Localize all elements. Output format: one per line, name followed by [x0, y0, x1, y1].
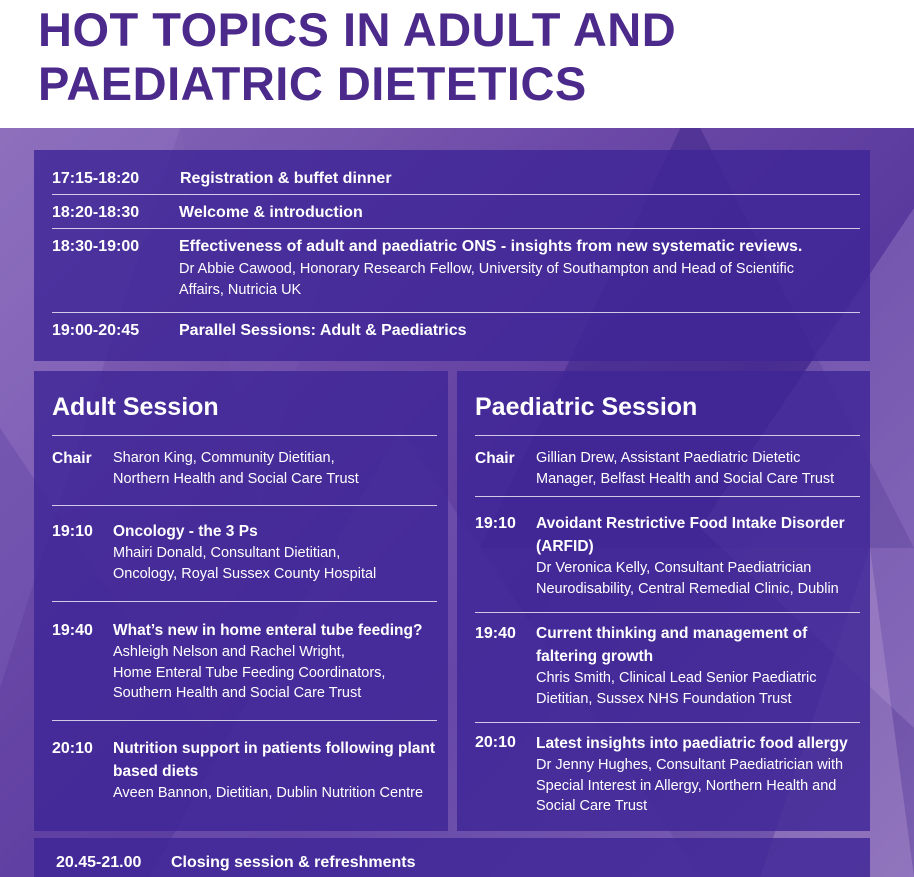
- session-title: based diets: [113, 763, 199, 780]
- schedule-time: 18:20-18:30: [52, 204, 140, 221]
- speaker-line: Chris Smith, Clinical Lead Senior Paediatric: [536, 670, 817, 686]
- speaker-info: [113, 783, 443, 804]
- speaker-line: Dr Veronica Kelly, Consultant Paediatrician: [536, 560, 812, 576]
- divider: [475, 435, 860, 436]
- speaker-line: Dietitian, Sussex NHS Foundation Trust: [536, 690, 792, 707]
- session-item: [113, 619, 443, 704]
- session-time: 19:10: [52, 523, 93, 540]
- divider: [52, 720, 437, 721]
- schedule-title: Parallel Sessions: Adult & Paediatrics: [179, 322, 467, 339]
- speaker-line: Oncology, Royal Sussex County Hospital: [113, 565, 377, 582]
- speaker-line: Mhairi Donald, Consultant Dietitian,: [113, 545, 341, 561]
- chair-info: [536, 448, 861, 489]
- paediatric-session-heading: Paediatric Session: [475, 393, 698, 421]
- session-item: [113, 737, 443, 804]
- page-title-line-2: PAEDIATRIC DIETETICS: [38, 57, 587, 110]
- session-title: What’s new in home enteral tube feeding?: [113, 622, 423, 639]
- divider: [475, 722, 860, 723]
- speaker-line: Southern Health and Social Care Trust: [113, 685, 362, 701]
- speaker-info: [536, 668, 866, 709]
- chair-line: Manager, Belfast Health and Social Care Trust: [536, 470, 835, 487]
- session-time: 20:10: [475, 734, 516, 751]
- chair-line: Gillian Drew, Assistant Paediatric Dietetic: [536, 450, 801, 466]
- session-title: Oncology - the 3 Ps: [113, 523, 258, 540]
- speaker-line: Dr Jenny Hughes, Consultant Paediatrician with: [536, 757, 844, 773]
- schedule-title: Effectiveness of adult and paediatric ONS - insights from new systematic reviews.: [179, 238, 803, 255]
- session-item: [536, 732, 866, 817]
- schedule-time: 18:30-19:00: [52, 238, 140, 255]
- speaker-info: [536, 755, 866, 817]
- speaker-line: Affairs, Nutricia UK: [179, 281, 302, 298]
- chair-line: Northern Health and Social Care Trust: [113, 470, 359, 487]
- session-time: 19:40: [52, 622, 93, 639]
- speaker-line: Home Enteral Tube Feeding Coordinators,: [113, 664, 386, 681]
- chair-line: Sharon King, Community Dietitian,: [113, 450, 335, 466]
- speaker-line: Social Care Trust: [536, 798, 648, 814]
- session-time: 19:40: [475, 625, 516, 642]
- session-time: 19:10: [475, 515, 516, 532]
- session-title: Avoidant Restrictive Food Intake Disorder: [536, 515, 845, 532]
- schedule-time: 17:15-18:20: [52, 170, 140, 187]
- chair-label: Chair: [52, 450, 92, 467]
- chair-label: Chair: [475, 450, 515, 467]
- adult-session-heading: Adult Session: [52, 393, 219, 421]
- closing-time: 20.45-21.00: [56, 854, 142, 871]
- closing-panel: [34, 838, 870, 877]
- speaker-info: [113, 543, 443, 584]
- divider: [52, 228, 860, 229]
- schedule-time: 19:00-20:45: [52, 322, 140, 339]
- paediatric-session-panel: [457, 371, 870, 831]
- session-title: (ARFID): [536, 538, 594, 555]
- speaker-line: Dr Abbie Cawood, Honorary Research Fellow, University of Southampton and Head of Scientific: [179, 261, 794, 277]
- speaker-line: Aveen Bannon, Dietitian, Dublin Nutrition Centre: [113, 785, 424, 801]
- divider: [475, 612, 860, 613]
- speaker-line: Neurodisability, Central Remedial Clinic, Dublin: [536, 580, 839, 597]
- schedule-title: Registration & buffet dinner: [180, 170, 392, 187]
- divider: [52, 194, 860, 195]
- header: [0, 0, 914, 128]
- speaker-line: Special Interest in Allergy, Northern Health and: [536, 777, 837, 794]
- divider: [52, 601, 437, 602]
- session-title: Latest insights into paediatric food allergy: [536, 735, 848, 752]
- session-item: [536, 512, 866, 599]
- speaker-info: [536, 558, 866, 599]
- divider: [475, 496, 860, 497]
- session-title: faltering growth: [536, 648, 654, 665]
- closing-title: Closing session & refreshments: [171, 854, 416, 871]
- divider: [52, 435, 437, 436]
- page-title-line-1: HOT TOPICS IN ADULT AND: [38, 3, 677, 56]
- adult-session-panel: [34, 371, 448, 831]
- session-title: Current thinking and management of: [536, 625, 808, 642]
- chair-info: [113, 448, 433, 489]
- speaker-info: [113, 642, 443, 704]
- speaker-info: [179, 259, 869, 300]
- session-time: 20:10: [52, 740, 93, 757]
- divider: [52, 505, 437, 506]
- session-item: [113, 520, 443, 584]
- session-item: [536, 622, 866, 709]
- divider: [52, 312, 860, 313]
- session-title: Nutrition support in patients following plant: [113, 740, 436, 757]
- schedule-panel: [34, 150, 870, 361]
- speaker-line: Ashleigh Nelson and Rachel Wright,: [113, 644, 345, 660]
- schedule-title: Welcome & introduction: [179, 204, 363, 221]
